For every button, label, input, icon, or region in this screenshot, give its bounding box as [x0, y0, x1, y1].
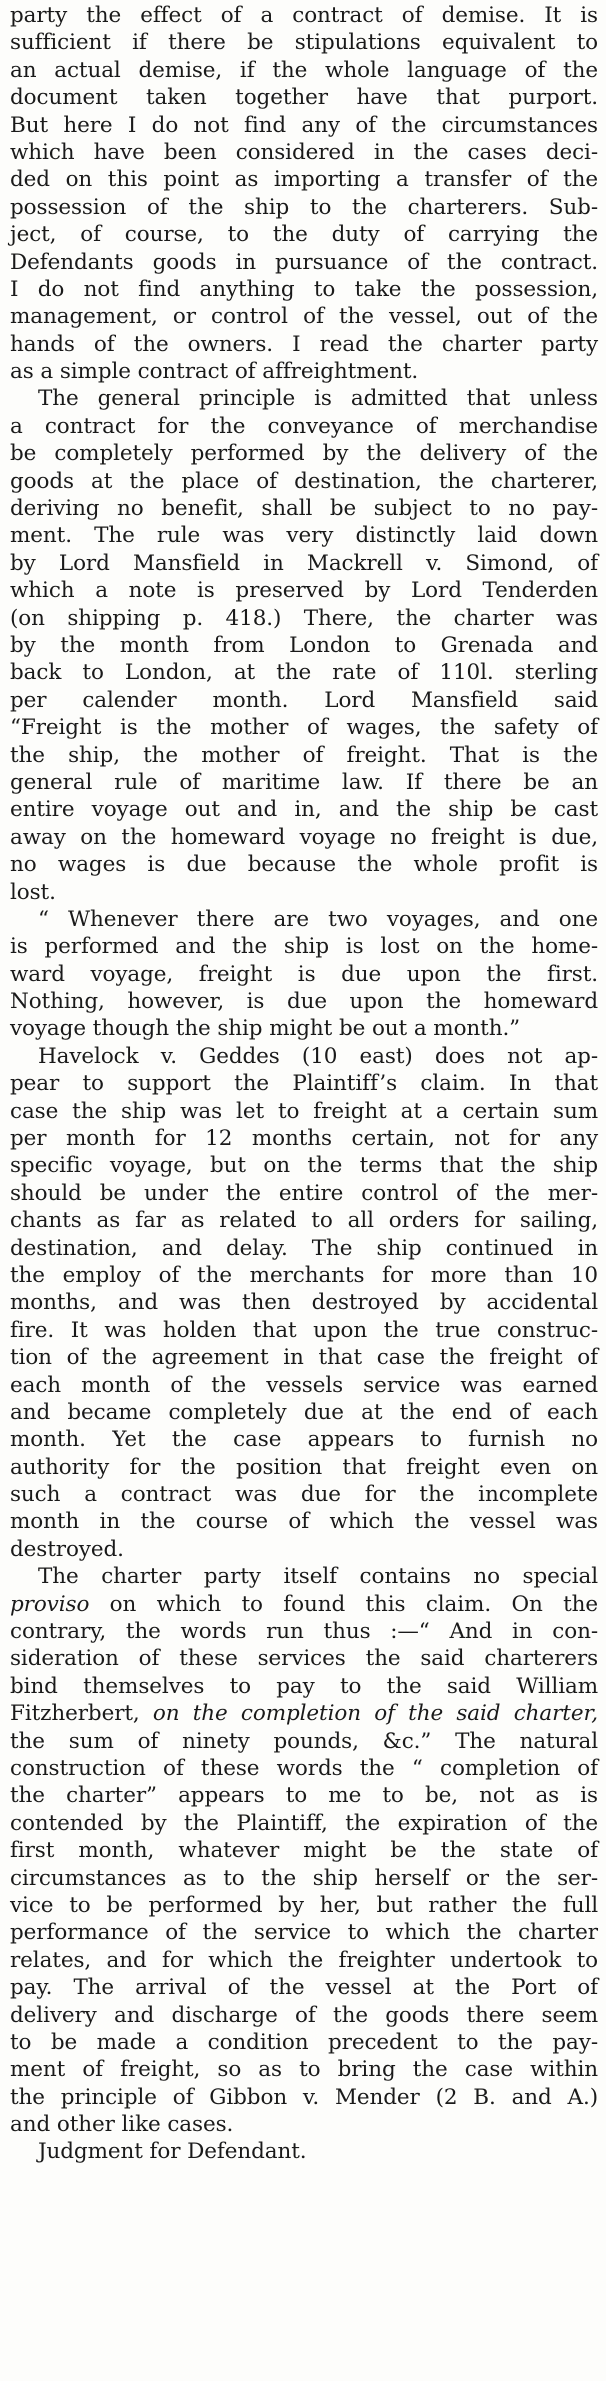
paragraph-p5 — [10, 1563, 598, 2138]
text-line: months, and was then destroyed by accidental — [10, 1290, 598, 1316]
text-line: an actual demise, if the whole language of the — [10, 57, 598, 83]
text-line: voyage though the ship might be out a month.” — [10, 1016, 521, 1042]
text-line: destination, and delay. The ship continued in — [10, 1235, 598, 1261]
text-line: (on shipping p. 418.) There, the charter was — [10, 605, 598, 631]
text-line: and became completely due at the end of each — [10, 1399, 598, 1425]
text-line: ject, of course, to the duty of carrying the — [10, 222, 598, 248]
text-line: away on the homeward voyage no freight is due, — [10, 824, 598, 850]
text-line: by Lord Mansfield in Mackrell v. Simond, of — [10, 550, 598, 576]
text-line: But here I do not find any of the circumstances — [10, 112, 598, 138]
text-line: is performed and the ship is lost on the home- — [10, 934, 598, 960]
text-line: fire. It was holden that upon the true construc- — [10, 1317, 598, 1343]
text-line: which have been considered in the cases deci- — [10, 139, 598, 165]
text-line: performance of the service to which the charter — [10, 1920, 598, 1946]
text-line: Judgment for Defendant. — [38, 2139, 307, 2165]
text-line: as a simple contract of affreightment. — [10, 359, 419, 385]
text-line: be completely performed by the delivery of the — [10, 441, 598, 467]
paragraph-p6 — [10, 2138, 598, 2165]
text-line: per month for 12 months certain, not for any — [10, 1126, 598, 1152]
text-line: vice to be performed by her, but rather the full — [10, 1892, 598, 1918]
text-line: ward voyage, freight is due upon the first. — [10, 961, 598, 987]
text-line: general rule of maritime law. If there be an — [10, 769, 598, 795]
paragraph-p2 — [10, 385, 598, 905]
text-line: and other like cases. — [10, 2112, 234, 2138]
text-line: “ Whenever there are two voyages, and one — [38, 906, 598, 932]
text-line: Nothing, however, is due upon the homeward — [10, 989, 598, 1015]
text-line: chants as far as related to all orders for sailing, — [10, 1208, 598, 1234]
text-line: month in the course of which the vessel was — [10, 1509, 598, 1535]
text-line: should be under the entire control of the mer- — [10, 1180, 598, 1206]
text-line: goods at the place of destination, the charterer, — [10, 468, 598, 494]
text-line: contrary, the words run thus :—“ And in con- — [10, 1619, 598, 1645]
text-line: per calender month. Lord Mansfield said — [10, 687, 598, 713]
text-line: pear to support the Plaintiff’s claim. In that — [10, 1071, 598, 1097]
text-line: month. Yet the case appears to furnish no — [10, 1427, 598, 1453]
text-line: document taken together have that purport. — [10, 85, 598, 111]
text-line: ded on this point as importing a transfer of the — [10, 167, 598, 193]
text-line: case the ship was let to freight at a certain sum — [10, 1098, 598, 1124]
text-line: hands of the owners. I read the charter party — [10, 331, 598, 357]
text-line: the principle of Gibbon v. Mender (2 B. and A.) — [10, 2084, 598, 2110]
paragraph-p3 — [10, 906, 598, 1043]
text-line: the employ of the merchants for more than 10 — [10, 1262, 598, 1288]
text-line: specific voyage, but on the terms that the ship — [10, 1153, 598, 1179]
text-line: circumstances as to the ship herself or the ser- — [10, 1865, 598, 1891]
text-line: tion of the agreement in that case the freight of — [10, 1345, 598, 1371]
text-line: which a note is preserved by Lord Tenderden — [10, 578, 598, 604]
text-line: delivery and discharge of the goods there seem — [10, 2002, 598, 2028]
text-line: back to London, at the rate of 110l. sterling — [10, 660, 598, 686]
text-line: contended by the Plaintiff, the expiration of the — [10, 1810, 598, 1836]
text-line: relates, and for which the freighter undertook to — [10, 1947, 598, 1973]
text-line: destroyed. — [10, 1536, 124, 1562]
text-line: Defendants goods in pursuance of the contract. — [10, 249, 598, 275]
text-line: a contract for the conveyance of merchandise — [10, 413, 598, 439]
text-line: party the effect of a contract of demise. It is — [10, 3, 598, 28]
text-line: The general principle is admitted that unless — [38, 386, 598, 412]
text-line: possession of the ship to the charterers. Sub- — [10, 194, 598, 220]
text-line: authority for the position that freight even on — [10, 1454, 598, 1480]
text-line: the charter” appears to me to be, not as is — [10, 1783, 598, 1809]
text-line: sufficient if there be stipulations equivalent to — [10, 30, 598, 56]
paragraph-p4 — [10, 1043, 598, 1563]
text-line: ment. The rule was very distinctly laid down — [10, 523, 598, 549]
text-line: ment of freight, so as to bring the case within — [10, 2057, 598, 2083]
text-line: “Freight is the mother of wages, the safety of — [10, 715, 598, 741]
text-line: by the month from London to Grenada and — [10, 632, 598, 658]
text-line: the ship, the mother of freight. That is the — [10, 742, 598, 768]
text-line: first month, whatever might be the state of — [10, 1838, 598, 1864]
text-line: the sum of ninety pounds, &c.” The natural — [10, 1728, 598, 1754]
paragraph-p1 — [10, 2, 598, 385]
text-line: no wages is due because the whole profit is — [10, 852, 598, 878]
text-line: proviso on which to found this claim. On the — [10, 1591, 598, 1617]
text-line: management, or control of the vessel, out of the — [10, 304, 598, 330]
text-line: I do not find anything to take the possession, — [10, 276, 598, 302]
text-line: pay. The arrival of the vessel at the Port of — [10, 1975, 598, 2001]
text-line: The charter party itself contains no special — [38, 1564, 598, 1590]
text-line: to be made a condition precedent to the pay- — [10, 2029, 598, 2055]
text-line: deriving no benefit, shall be subject to no pay- — [10, 496, 598, 522]
text-line: entire voyage out and in, and the ship be cast — [10, 797, 598, 823]
text-line: Fitzherbert, on the completion of the said charter, — [10, 1701, 598, 1727]
text-line: each month of the vessels service was earned — [10, 1372, 598, 1398]
text-line: bind themselves to pay to the said William — [10, 1673, 598, 1699]
text-line: construction of these words the “ completion of — [10, 1756, 598, 1781]
text-line: Havelock v. Geddes (10 east) does not ap- — [38, 1043, 598, 1069]
text-line: sideration of these services the said charterers — [10, 1646, 598, 1672]
text-line: such a contract was due for the incomplete — [10, 1482, 598, 1508]
text-line: lost. — [10, 879, 56, 905]
